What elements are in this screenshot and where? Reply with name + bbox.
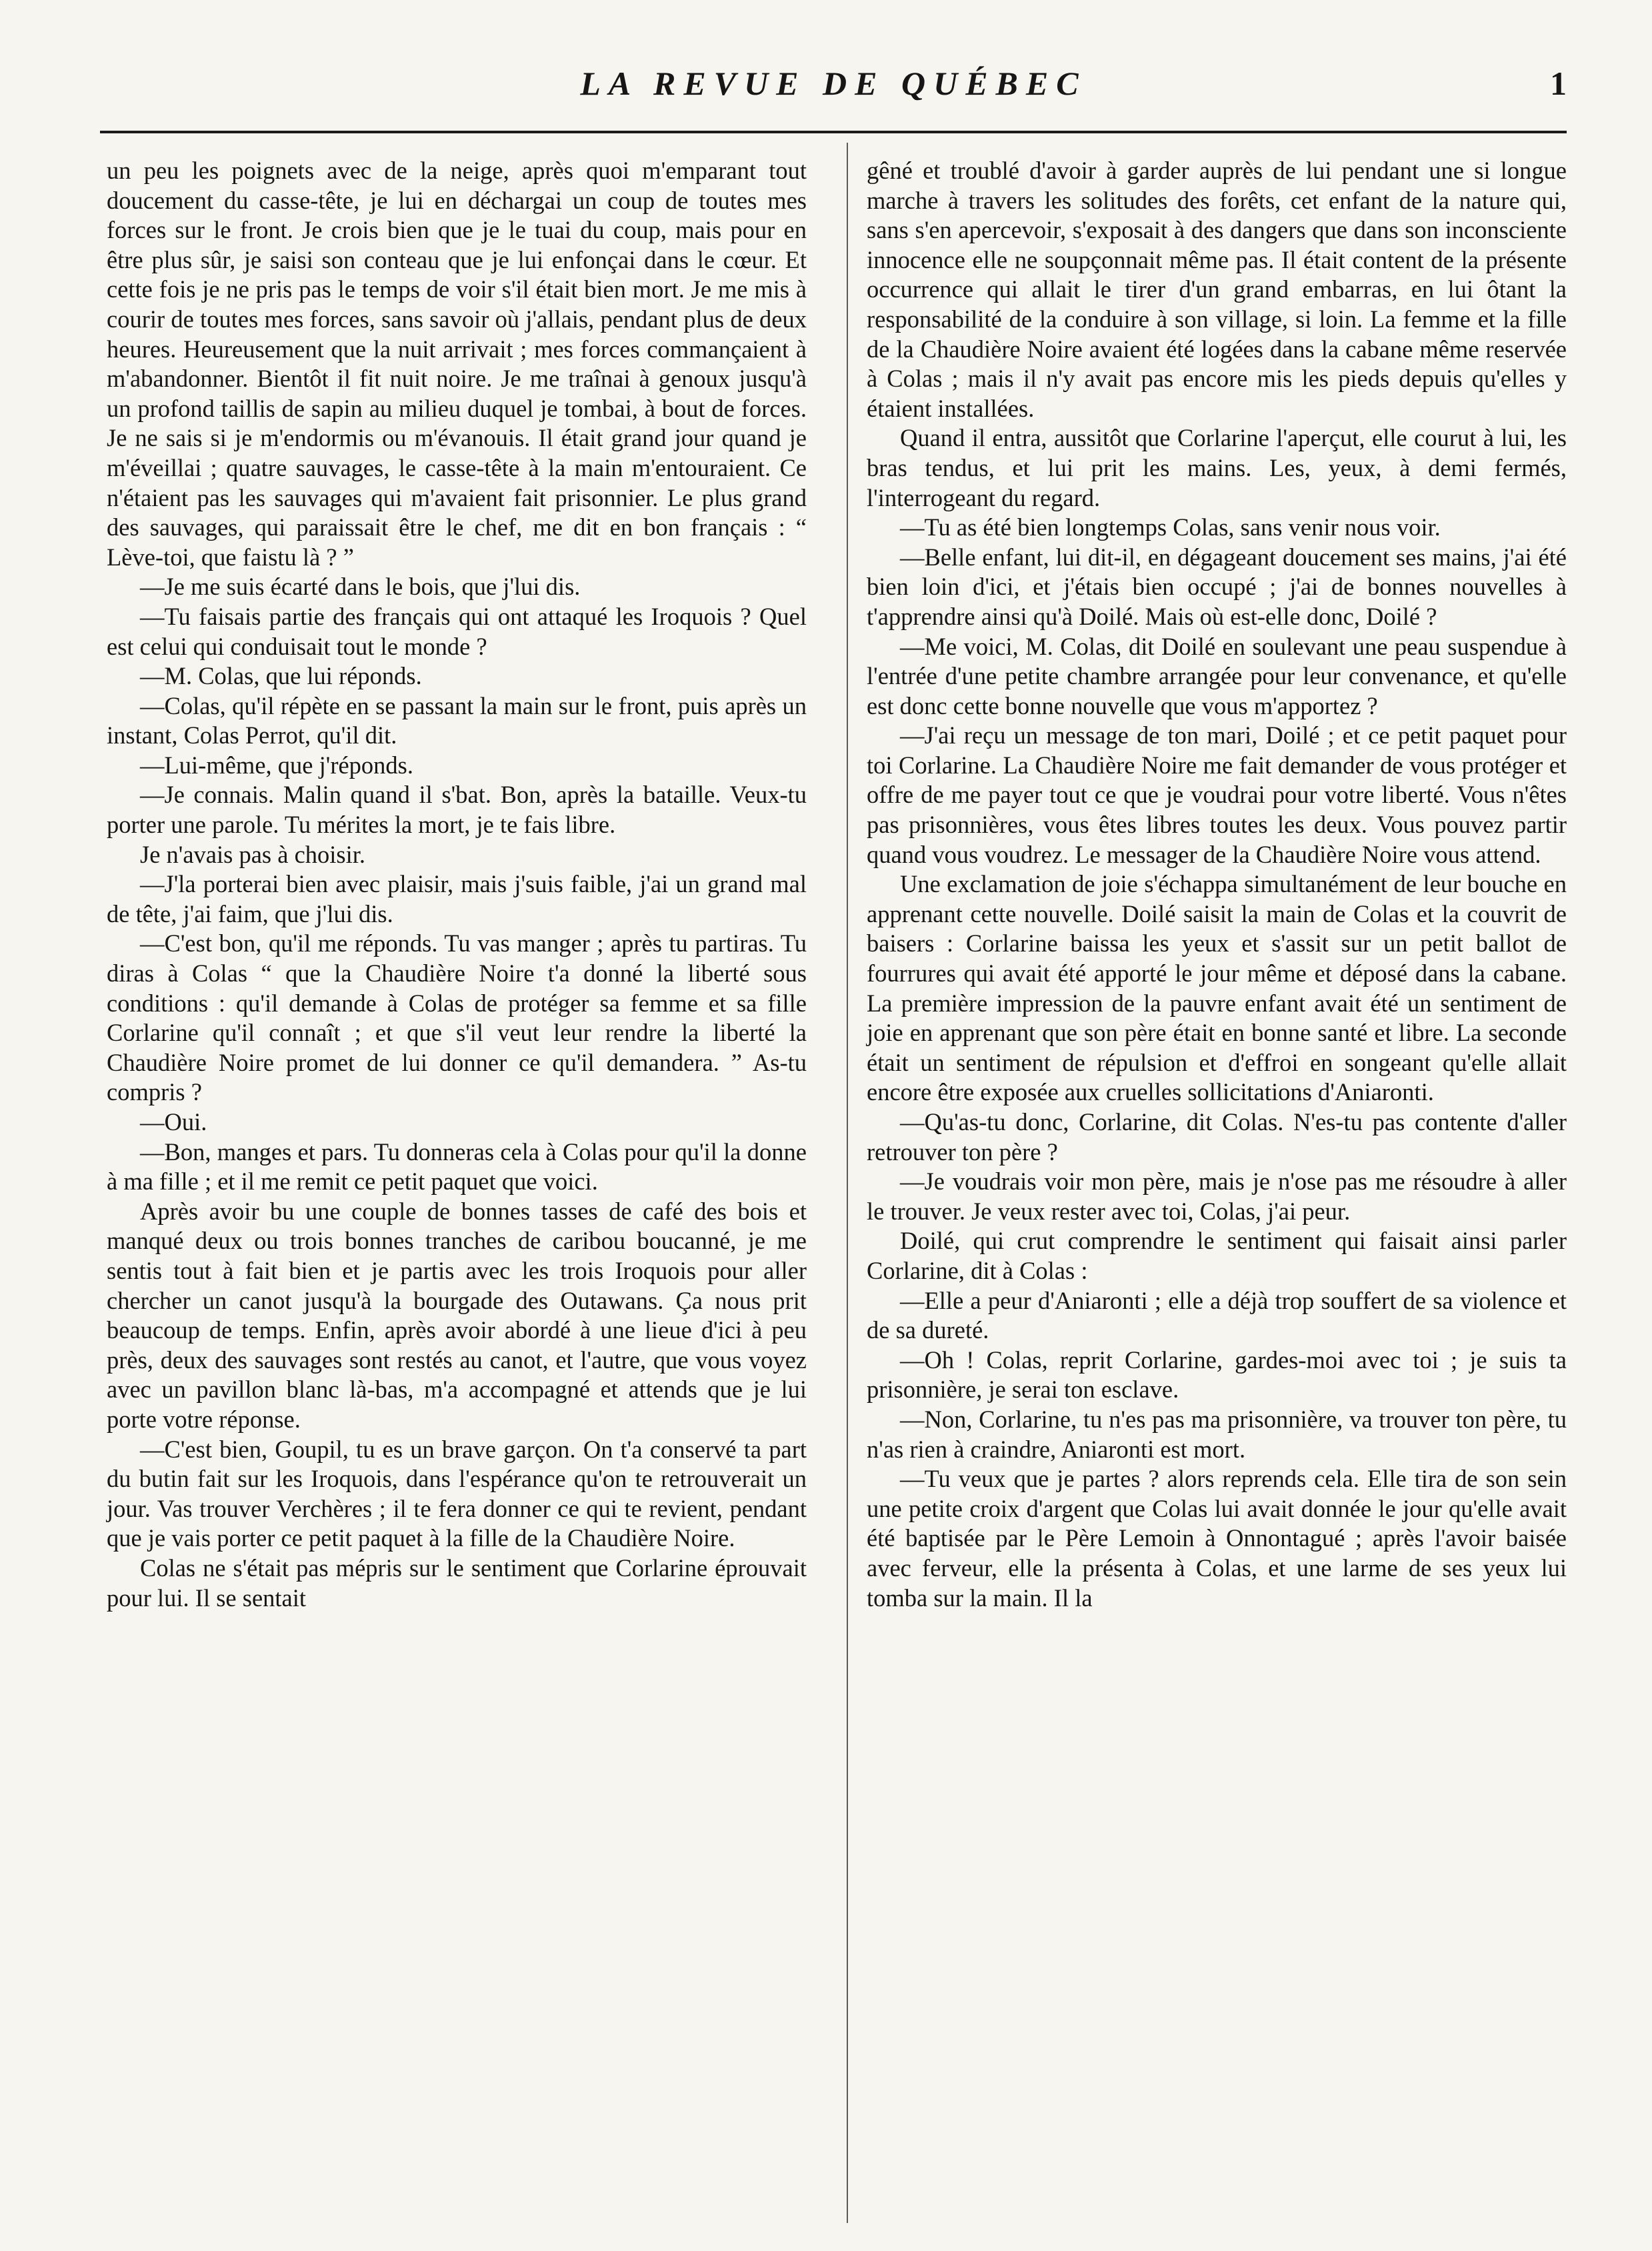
paragraph: —M. Colas, que lui réponds. xyxy=(140,662,422,690)
paragraph: Colas ne s'était pas mépris sur le sentiment que Corlarine éprouvait pour lui. Il se sentait xyxy=(107,1554,807,1612)
paragraph: —Je me suis écarté dans le bois, que j'lui dis. xyxy=(140,573,581,601)
right-column xyxy=(867,156,1567,1613)
paragraph: Je n'avais pas à choisir. xyxy=(140,840,366,868)
page-header xyxy=(100,64,1567,117)
paragraph: —Je connais. Malin quand il s'bat. Bon, après la bataille. Veux-tu porter une parole. Tu mérites la mort, je te fais libre. xyxy=(107,781,807,839)
paragraph: —Belle enfant, lui dit-il, en dégageant doucement ses mains, j'ai été bien loin d'ici, et j'étais bien occupé ; j'ai de bonnes nouvelles à t'apprendre ainsi qu'à Doilé. Mais où est-elle donc, Doilé ? xyxy=(867,543,1567,630)
paragraph: Après avoir bu une couple de bonnes tasses de café des bois et manqué deux ou trois bonnes tranches de caribou boucanné, je me sentis tout à fait bien et je partis avec les trois Iroquois pour aller chercher un canot jusqu'à la bourgade des Outawans. Ça nous prit beaucoup de temps. Enfin, après avoir abordé à une lieue d'ici à peu près, deux des sauvages sont restés au canot, et l'autre, que vous voyez avec un pavillon blanc là-bas, m'a accompagné et attends que je lui porte votre réponse. xyxy=(107,1197,807,1433)
left-column xyxy=(107,156,807,1613)
paragraph: —Tu as été bien longtemps Colas, sans venir nous voir. xyxy=(900,513,1441,541)
paragraph: —Elle a peur d'Aniaronti ; elle a déjà trop souffert de sa violence et de sa dureté. xyxy=(867,1286,1567,1344)
page-number: 1 xyxy=(1550,65,1567,102)
paragraph: —Me voici, M. Colas, dit Doilé en soulevant une peau suspendue à l'entrée d'une petite chambre arrangée pour leur convenance, et qu'elle est donc cette bonne nouvelle que vous m'apportez ? xyxy=(867,632,1567,719)
paragraph: —J'la porterai bien avec plaisir, mais j'suis faible, j'ai un grand mal de tête, j'ai faim, que j'lui dis. xyxy=(107,870,807,927)
paragraph: —J'ai reçu un message de ton mari, Doilé ; et ce petit paquet pour toi Corlarine. La Chaudière Noire me fait demander de vous protéger et offre de me payer tout ce que je voudrai pour votre liberté. Vous n'êtes pas prisonnières, vous êtes libres toutes les deux. Vous pouvez partir quand vous voudrez. Le messager de la Chaudière Noire vous attend. xyxy=(867,721,1567,868)
paragraph: —Oh ! Colas, reprit Corlarine, gardes-moi avec toi ; je suis ta prisonnière, je serai ton esclave. xyxy=(867,1346,1567,1404)
paragraph: —Colas, qu'il répète en se passant la main sur le front, puis après un instant, Colas Perrot, qu'il dit. xyxy=(107,691,807,749)
header-rule xyxy=(100,131,1567,133)
paragraph: —Non, Corlarine, tu n'es pas ma prisonnière, va trouver ton père, tu n'as rien à craindre, Aniaronti est mort. xyxy=(867,1405,1567,1463)
paragraph: —Lui-même, que j'réponds. xyxy=(140,751,414,779)
paragraph: Quand il entra, aussitôt que Corlarine l'aperçut, elle courut à lui, les bras tendus, et lui prit les mains. Les, yeux, à demi fermés, l'interrogeant du regard. xyxy=(867,424,1567,511)
paragraph: gêné et troublé d'avoir à garder auprès de lui pendant une si longue marche à travers les solitudes des forêts, cet enfant de la nature qui, sans s'en apercevoir, s'exposait à des dangers que dans son inconsciente innocence elle ne soupçonnait même pas. Il était content de la présente occurrence qui allait le tirer d'un grand embarras, en lui ôtant la responsabilité de la conduire à son village, si loin. La femme et la fille de la Chaudière Noire avaient été logées dans la cabane même reservée à Colas ; mais il n'y avait pas encore mis les pieds depuis qu'elles y étaient installées. xyxy=(867,157,1567,422)
column-divider xyxy=(847,143,848,2223)
paragraph: Une exclamation de joie s'échappa simultanément de leur bouche en apprenant cette nouvelle. Doilé saisit la main de Colas et la couvrit de baisers : Corlarine baissa les yeux et s'assit sur un petit ballot de fourrures qui avait été apporté le jour même et déposé dans la cabane. La première impression de la pauvre enfant avait été un sentiment de joie en apprenant que son père était en bonne santé et libre. La seconde était un sentiment de répulsion et d'effroi en songeant qu'elle allait encore être exposée aux cruelles sollicitations d'Aniaronti. xyxy=(867,870,1567,1106)
paragraph: —C'est bien, Goupil, tu es un brave garçon. On t'a conservé ta part du butin fait sur les Iroquois, dans l'espérance qu'on te retrouverait un jour. Vas trouver Verchères ; il te fera donner ce qui te revient, pendant que je vais porter ce petit paquet à la fille de la Chaudière Noire. xyxy=(107,1435,807,1552)
paragraph: un peu les poignets avec de la neige, après quoi m'emparant tout doucement du casse-tête, je lui en déchargai un coup de toutes mes forces sur le front. Je crois bien que je le tuai du coup, mais pour en être plus sûr, je saisi son conteau que je lui enfonçai dans le cœur. Et cette fois je ne pris pas le temps de voir s'il était bien mort. Je me mis à courir de toutes mes forces, sans savoir où j'allais, pendant plus de deux heures. Heureusement que la nuit arrivait ; mes forces commançaient à m'abandonner. Bientôt il fit nuit noire. Je me traînai à genoux jusqu'à un profond taillis de sapin au milieu duquel je tombai, à bout de forces. Je ne sais si je m'endormis ou m'évanouis. Il était grand jour quand je m'éveillai ; quatre sauvages, le casse-tête à la main m'entouraient. Ce n'étaient pas les sauvages qui m'avaient fait prisonnier. Le plus grand des sauvages, qui paraissait être le chef, me dit en bon français : “ Lève-toi, que faistu là ? ” xyxy=(107,157,807,571)
paragraph: —Oui. xyxy=(140,1108,207,1136)
paragraph: Doilé, qui crut comprendre le sentiment qui faisait ainsi parler Corlarine, dit à Colas : xyxy=(867,1227,1567,1284)
paragraph: —C'est bon, qu'il me réponds. Tu vas manger ; après tu partiras. Tu diras à Colas “ que la Chaudière Noire t'a donné la liberté sous conditions : qu'il demande à Colas de protéger sa femme et sa fille Corlarine qu'il connaît ; et que s'il veut leur rendre la liberté la Chaudière Noire promet de lui donner ce qu'il demandera. ” As-tu compris ? xyxy=(107,929,807,1106)
paragraph: —Tu veux que je partes ? alors reprends cela. Elle tira de son sein une petite croix d'argent que Colas lui avait donnée le jour qu'elle avait été baptisée par le Père Lemoin à Onnontagué ; après l'avoir baisée avec ferveur, elle la présenta à Colas, et une larme de ses yeux lui tomba sur la main. Il la xyxy=(867,1465,1567,1612)
paragraph: —Tu faisais partie des français qui ont attaqué les Iroquois ? Quel est celui qui conduisait tout le monde ? xyxy=(107,602,807,660)
paragraph: —Bon, manges et pars. Tu donneras cela à Colas pour qu'il la donne à ma fille ; et il me remit ce petit paquet que voici. xyxy=(107,1138,807,1196)
paragraph: —Qu'as-tu donc, Corlarine, dit Colas. N'es-tu pas contente d'aller retrouver ton père ? xyxy=(867,1108,1567,1166)
paragraph: —Je voudrais voir mon père, mais je n'ose pas me résoudre à aller le trouver. Je veux rester avec toi, Colas, j'ai peur. xyxy=(867,1168,1567,1225)
running-title: LA REVUE DE QUÉBEC xyxy=(580,65,1087,102)
